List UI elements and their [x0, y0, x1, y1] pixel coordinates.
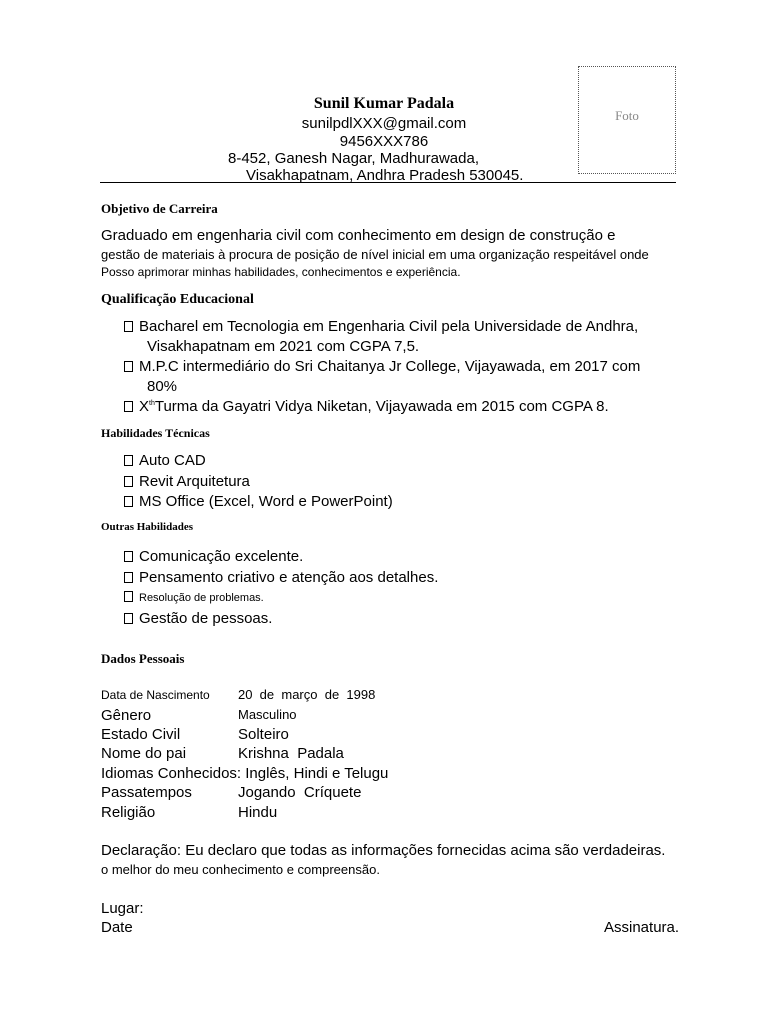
marital-value: Solteiro — [238, 726, 289, 743]
date-label: Date — [101, 919, 133, 936]
objective-line-3: Posso aprimorar minhas habilidades, conhecimentos e experiência. — [101, 265, 461, 279]
education-item-1 — [124, 318, 638, 335]
marital-label: Estado Civil — [101, 726, 181, 743]
bullet-box-icon — [124, 572, 133, 583]
bullet-box-icon — [124, 401, 133, 412]
education-item-1-cont: Visakhapatnam em 2021 com CGPA 7,5. — [147, 338, 420, 355]
bullet-box-icon — [124, 591, 133, 602]
other-skill-item: Gestão de pessoas. — [124, 610, 272, 627]
signature-label: Assinatura. — [604, 919, 680, 936]
gender-label: Gênero — [101, 707, 152, 724]
technical-item: Auto CAD — [124, 452, 206, 469]
education-item-3 — [124, 398, 609, 415]
email: sunilpdlXXX@gmail.com — [301, 115, 467, 132]
other-skill-item: Resolução de problemas. — [124, 591, 264, 604]
declaration-line-2: o melhor do meu conhecimento e compreensão. — [101, 862, 380, 877]
education-item-2-text: M.P.C intermediário do Sri Chaitanya Jr College, Vijayawada, em 2017 com — [139, 358, 641, 375]
candidate-name: Sunil Kumar Padala — [313, 95, 455, 112]
bullet-box-icon — [124, 496, 133, 507]
objective-line-2: gestão de materiais à procura de posição de nível inicial em uma organização respeitável onde — [101, 247, 649, 262]
technical-heading: Habilidades Técnicas — [101, 426, 210, 440]
declaration-line-1: Declaração: Eu declaro que todas as informações fornecidas acima são verdadeiras. — [101, 842, 666, 859]
phone: 9456XXX786 — [339, 133, 429, 150]
address-line-1: 8-452, Ganesh Nagar, Madhurawada, — [228, 150, 479, 167]
bullet-box-icon — [124, 321, 133, 332]
education-item-3-prefix: X — [139, 398, 150, 415]
religion-label: Religião — [101, 804, 156, 821]
languages-line: Idiomas Conhecidos: Inglês, Hindi e Telugu — [101, 765, 389, 782]
bullet-box-icon — [124, 613, 133, 624]
technical-item: Revit Arquitetura — [124, 473, 250, 490]
header-divider — [100, 182, 676, 183]
father-value: Krishna Padala — [238, 745, 344, 762]
technical-item: MS Office (Excel, Word e PowerPoint) — [124, 493, 393, 510]
objective-heading: Objetivo de Carreira — [101, 201, 218, 216]
hobbies-label: Passatempos — [101, 784, 192, 801]
other-skills-heading: Outras Habilidades — [101, 521, 193, 533]
education-item-1-text: Bacharel em Tecnologia em Engenharia Civil pela Universidade de Andhra, — [139, 318, 639, 335]
other-skill-item: Comunicação excelente. — [124, 548, 303, 565]
place-label: Lugar: — [101, 900, 144, 917]
education-item-3-sup: th — [149, 400, 155, 407]
photo-label: Foto — [615, 108, 639, 123]
religion-value: Hindu — [238, 804, 278, 821]
other-skill-item: Pensamento criativo e atenção aos detalhes. — [124, 569, 438, 586]
personal-heading: Dados Pessoais — [101, 651, 185, 666]
bullet-box-icon — [124, 455, 133, 466]
dob-value: 20 de março de 1998 — [238, 687, 376, 702]
education-item-2 — [124, 358, 640, 375]
education-item-2-cont: 80% — [147, 378, 178, 395]
photo-placeholder — [578, 66, 676, 174]
education-heading: Qualificação Educacional — [101, 292, 254, 307]
bullet-box-icon — [124, 361, 133, 372]
gender-value: Masculino — [238, 707, 297, 722]
objective-line-1: Graduado em engenharia civil com conhecimento em design de construção e — [101, 227, 616, 244]
hobbies-value: Jogando Críquete — [238, 784, 362, 801]
dob-label: Data de Nascimento — [101, 688, 210, 702]
bullet-box-icon — [124, 476, 133, 487]
address-line-2: Visakhapatnam, Andhra Pradesh 530045. — [246, 167, 524, 184]
bullet-box-icon — [124, 551, 133, 562]
father-label: Nome do pai — [101, 745, 187, 762]
education-item-3-text: Turma da Gayatri Vidya Niketan, Vijayawada em 2015 com CGPA 8. — [154, 398, 609, 415]
